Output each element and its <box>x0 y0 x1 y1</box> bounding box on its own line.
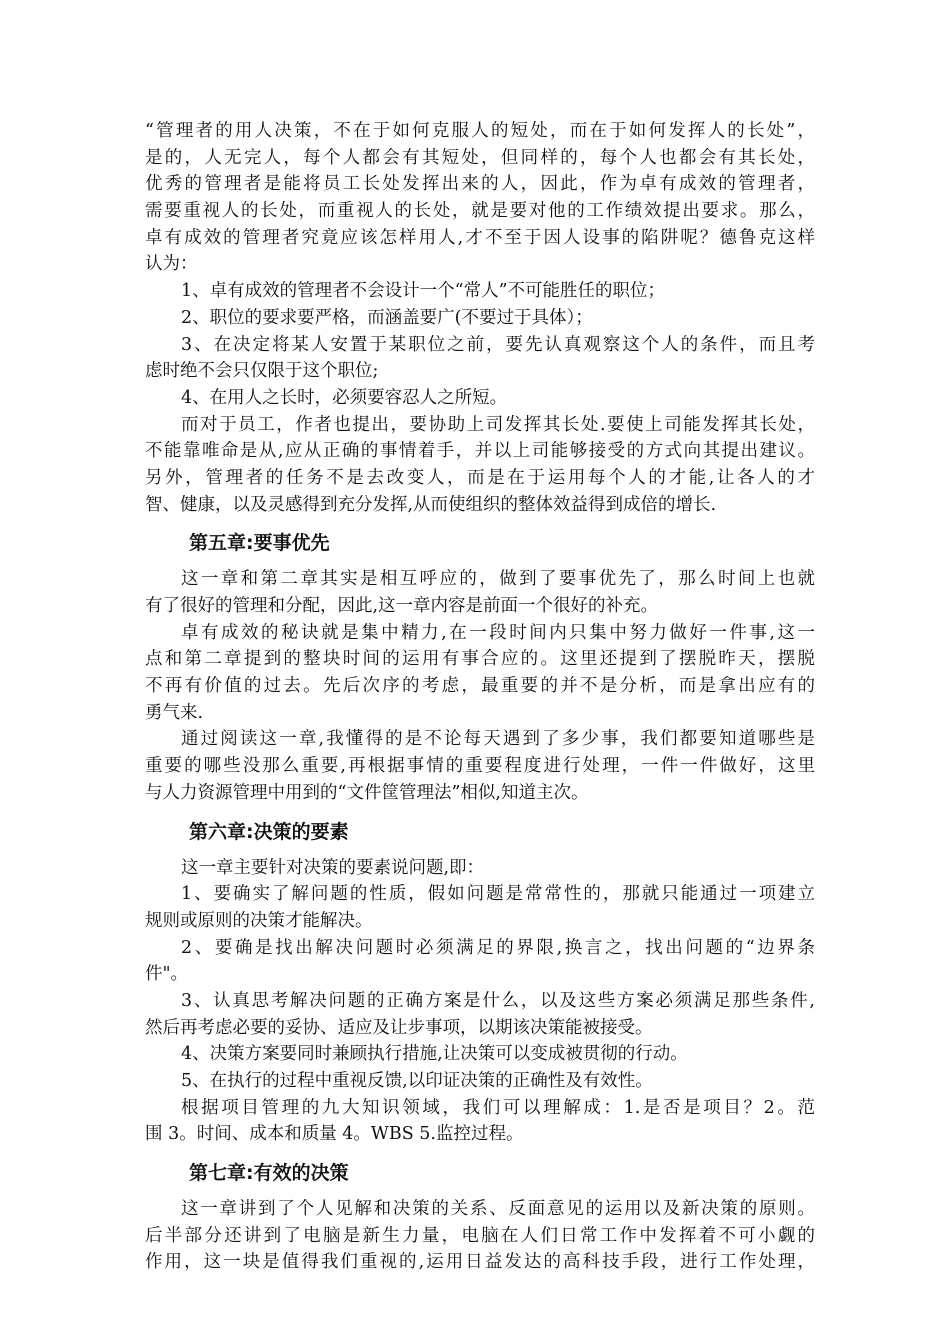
paragraph-line: 优秀的管理者是能将员工长处发挥出来的人，因此，作为卓有成效的管理者， <box>145 174 815 195</box>
paragraph-line: 围 3。时间、成本和质量 4。WBS 5.监控过程。 <box>145 1124 524 1145</box>
paragraph-line: 勇气来. <box>145 702 204 723</box>
list-item: 4、决策方案要同时兼顾执行措施,让决策可以变成被贯彻的行动。 <box>181 1044 688 1065</box>
paragraph-line: 有了很好的管理和分配，因此,这一章内容是前面一个很好的补充。 <box>145 596 659 616</box>
paragraph-line: 重要的哪些没那么重要,再根据事情的重要程度进行处理，一件一件做好，这里 <box>145 756 815 777</box>
chapter-heading-5: 第五章:要事优先 <box>189 532 330 555</box>
paragraph-line: 点和第二章提到的整块时间的运用有事合应的。这里还提到了摆脱昨天，摆脱 <box>145 649 815 670</box>
list-item: 1、卓有成效的管理者不会设计一个“常人”不可能胜任的职位； <box>181 281 666 302</box>
list-item: 2、要确是找出解决问题时必须满足的界限,换言之，找出问题的“边界条 <box>181 937 815 958</box>
paragraph-line: 规则或原则的决策才能解决。 <box>145 910 373 931</box>
paragraph-line: 另外，管理者的任务不是去改变人，而是在于运用每个人的才能,让各人的才 <box>145 467 815 488</box>
list-item: 5、在执行的过程中重视反馈,以印证决策的正确性及有效性。 <box>181 1071 653 1091</box>
paragraph-line: 不再有价值的过去。先后次序的考虑，最重要的并不是分析，而是拿出应有的 <box>145 676 815 697</box>
paragraph-line: 与人力资源管理中用到的“文件筐管理法”相似,知道主次。 <box>145 782 589 803</box>
paragraph-line: 这一章和第二章其实是相互呼应的，做到了要事优先了，那么时间上也就 <box>181 569 815 590</box>
paragraph-line: 不能靠唯命是从,应从正确的事情着手，并以上司能够接受的方式向其提出建议。 <box>145 441 815 462</box>
paragraph-line: “管理者的用人决策，不在于如何克服人的短处，而在于如何发挥人的长处”， <box>145 121 815 141</box>
list-item: 2、职位的要求要严格，而涵盖要广(不要过于具体）； <box>181 307 593 328</box>
paragraph-line: 然后再考虑必要的妥协、适应及让步事项，以期该决策能被接受。 <box>145 1017 653 1038</box>
paragraph-line: 认为： <box>145 254 198 275</box>
paragraph-line: 卓有成效的管理者究竟应该怎样用人,才不至于因人设事的陷阱呢？德鲁克这样 <box>145 227 815 248</box>
paragraph-line: 虑时绝不会只仅限于这个职位; <box>145 361 379 382</box>
list-item: 3、认真思考解决问题的正确方案是什么，以及这些方案必须满足那些条件, <box>181 990 815 1011</box>
paragraph-line: 这一章主要针对决策的要素说问题,即： <box>181 857 485 878</box>
document-body <box>145 118 815 1276</box>
paragraph-line: 而对于员工，作者也提出，要协助上司发挥其长处.要使上司能发挥其长处， <box>181 414 815 435</box>
paragraph-line: 需要重视人的长处，而重视人的长处，就是要对他的工作绩效提出要求。那么， <box>145 201 815 222</box>
paragraph-line: 根据项目管理的九大知识领域，我们可以理解成：1.是否是项目？2。范 <box>181 1097 815 1118</box>
paragraph-line: 智、健康，以及灵感得到充分发挥,从而使组织的整体效益得到成倍的增长. <box>145 494 717 515</box>
chapter-heading-7: 第七章:有效的决策 <box>189 1162 349 1185</box>
paragraph-line: 卓有成效的秘诀就是集中精力,在一段时间内只集中努力做好一件事,这一 <box>181 622 815 643</box>
paragraph-line: 后半部分还讲到了电脑是新生力量，电脑在人们日常工作中发挥着不可小觑的 <box>145 1225 815 1246</box>
paragraph-line: 件"。 <box>145 964 189 985</box>
paragraph-line: 是的，人无完人，每个人都会有其短处，但同样的，每个人也都会有其长处， <box>145 147 815 168</box>
list-item: 3、在决定将某人安置于某职位之前，要先认真观察这个人的条件，而且考 <box>181 334 815 355</box>
paragraph-line: 这一章讲到了个人见解和决策的关系、反面意见的运用以及新决策的原则。 <box>181 1199 815 1220</box>
list-item: 1、要确实了解问题的性质，假如问题是常常性的，那就只能通过一项建立 <box>181 884 815 905</box>
chapter-heading-6: 第六章:决策的要素 <box>189 820 349 843</box>
paragraph-line: 作用，这一块是值得我们重视的,运用日益发达的高科技手段，进行工作处理， <box>145 1252 815 1273</box>
paragraph-line: 通过阅读这一章,我懂得的是不论每天遇到了多少事，我们都要知道哪些是 <box>181 729 815 750</box>
list-item: 4、在用人之长时，必须要容忍人之所短。 <box>181 387 508 408</box>
